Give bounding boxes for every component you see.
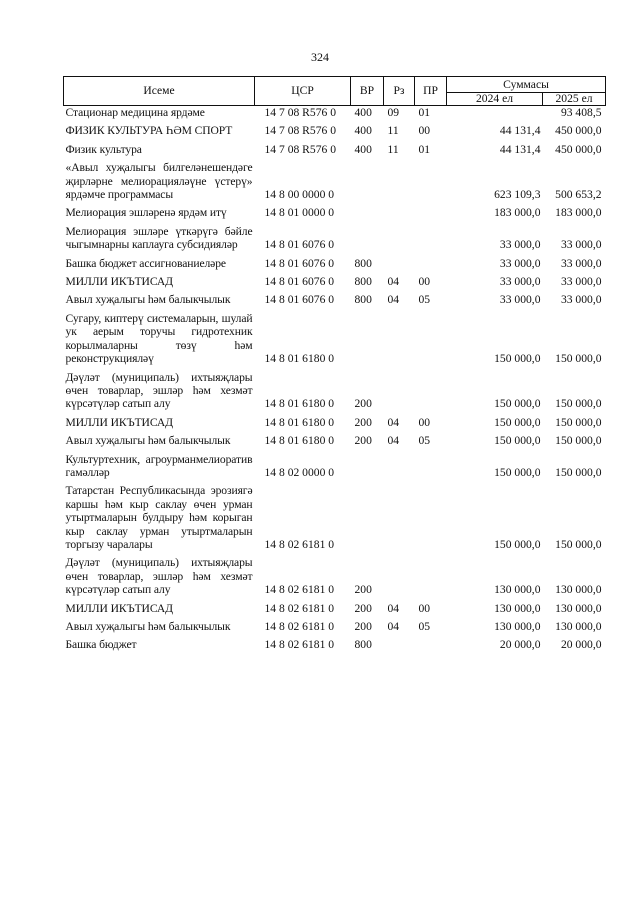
row-amount-2024: 150 000,0 [494, 415, 541, 429]
row-pr-code: 00 [418, 275, 431, 289]
row-pr-code [415, 220, 447, 252]
row-amount-2025: 500 653,2 [555, 188, 602, 202]
row-vr-code: 200 [354, 434, 372, 448]
row-csr-code: 14 8 02 6181 0 [264, 601, 335, 615]
row-amount-2024: 150 000,0 [494, 352, 541, 366]
row-vr-code [351, 448, 384, 480]
row-amount-2025: 150 000,0 [555, 397, 602, 411]
row-vr-code: 200 [354, 601, 372, 615]
table-row [64, 615, 606, 633]
row-pr-code: 05 [418, 434, 431, 448]
table-row [64, 307, 606, 366]
row-rz-code [384, 551, 415, 596]
row-amount-2025: 130 000,0 [555, 601, 602, 615]
header-vr: ВР [351, 77, 384, 106]
table-row [64, 448, 606, 480]
row-vr-code: 200 [354, 415, 372, 429]
row-pr-code: 00 [418, 601, 431, 615]
row-amount-2024: 183 000,0 [494, 206, 541, 220]
row-amount-2025: 130 000,0 [555, 620, 602, 633]
row-name: Культуртехник, агроурманмелиоратив гамәлләр [65, 452, 253, 479]
row-name: Мелиорация эшләре үткәрүгә бәйле чыгымнарны каплауга субсидияләр [65, 224, 253, 252]
row-rz-code: 04 [387, 434, 400, 448]
row-amount-2024: 33 000,0 [499, 293, 541, 307]
row-amount-2025: 450 000,0 [555, 142, 602, 156]
row-amount-2024: 33 000,0 [499, 275, 541, 289]
row-rz-code: 04 [387, 620, 400, 633]
row-vr-code [351, 156, 384, 201]
row-name: Мелиорация эшләренә ярдәм итү [65, 206, 227, 220]
row-rz-code: 04 [387, 415, 400, 429]
row-name: Физик культура [65, 142, 142, 156]
row-rz-code [384, 307, 415, 366]
row-csr-code: 14 7 08 R576 0 [264, 106, 336, 119]
row-amount-2024: 130 000,0 [494, 620, 541, 633]
row-csr-code: 14 8 02 0000 0 [264, 465, 335, 479]
row-pr-code: 00 [418, 124, 431, 138]
row-csr-code: 14 7 08 R576 0 [264, 142, 336, 156]
row-amount-2024: 150 000,0 [494, 537, 541, 551]
row-pr-code: 05 [418, 293, 431, 307]
row-vr-code: 200 [354, 397, 372, 411]
table-row [64, 288, 606, 306]
table-header [64, 77, 606, 106]
row-name: Башка бюджет ассигнованиеләре [65, 256, 226, 270]
row-rz-code [384, 252, 415, 270]
row-amount-2025: 93 408,5 [560, 106, 602, 119]
row-rz-code: 11 [387, 124, 399, 138]
row-amount-2025: 33 000,0 [560, 293, 602, 307]
row-name: МИЛЛИ ИКЪТИСАД [65, 601, 173, 615]
table-row [64, 119, 606, 137]
table-row [64, 366, 606, 411]
row-rz-code [384, 448, 415, 480]
row-amount-2024: 150 000,0 [494, 465, 541, 479]
table-row [64, 220, 606, 252]
row-rz-code: 04 [387, 275, 400, 289]
row-amount-2025: 20 000,0 [560, 638, 602, 652]
table-row [64, 597, 606, 615]
row-name: Авыл хуҗалыгы һәм балыкчылык [65, 434, 231, 448]
row-csr-code: 14 8 01 6076 0 [264, 238, 335, 252]
header-csr: ЦСР [255, 77, 351, 106]
row-vr-code [351, 201, 384, 219]
row-csr-code: 14 8 01 6180 0 [264, 434, 335, 448]
row-amount-2025: 130 000,0 [555, 583, 602, 597]
row-name: Татарстан Республикасында эрозиягә каршы һәм кыр саклау өчен урман утыртмаларын булдыру һәм корыган кыр саклау урман утыртмаларын торгызу чаралары [65, 484, 253, 551]
row-pr-code [415, 551, 447, 596]
row-amount-2024: 130 000,0 [494, 601, 541, 615]
row-amount-2024: 150 000,0 [494, 434, 541, 448]
row-amount-2024: 150 000,0 [494, 397, 541, 411]
row-amount-2024: 44 131,4 [499, 124, 541, 138]
row-vr-code: 800 [354, 256, 372, 270]
row-amount-2024: 623 109,3 [494, 188, 541, 202]
row-csr-code: 14 8 01 6076 0 [264, 293, 335, 307]
row-pr-code: 01 [418, 142, 431, 156]
row-amount-2025: 33 000,0 [560, 238, 602, 252]
table-row [64, 270, 606, 288]
row-rz-code: 04 [387, 601, 400, 615]
row-vr-code: 400 [354, 142, 372, 156]
budget-table [63, 76, 606, 652]
row-amount-2025: 450 000,0 [555, 124, 602, 138]
row-csr-code: 14 8 00 0000 0 [264, 188, 335, 202]
row-pr-code [415, 479, 447, 551]
header-pr: ПР [415, 77, 447, 106]
page-number: 324 [311, 50, 329, 64]
row-vr-code: 400 [354, 106, 372, 119]
row-vr-code: 800 [354, 275, 372, 289]
row-rz-code [384, 156, 415, 201]
table-row [64, 633, 606, 651]
row-name: Сугару, киптерү системаларын, шулай ук аерым торучы гидротехник корылмаларны төзү һәм реконструкцияләү [65, 311, 253, 366]
row-vr-code: 200 [354, 620, 372, 633]
row-vr-code [351, 220, 384, 252]
row-name: Стационар медицина ярдәме [65, 106, 205, 119]
row-pr-code: 00 [418, 415, 431, 429]
table-row [64, 551, 606, 596]
row-vr-code [351, 479, 384, 551]
row-pr-code [415, 633, 447, 651]
row-name: Авыл хуҗалыгы һәм балыкчылык [65, 293, 231, 307]
row-rz-code [384, 633, 415, 651]
row-rz-code [384, 479, 415, 551]
row-csr-code: 14 8 02 6181 0 [264, 620, 335, 633]
table-body [64, 106, 606, 652]
row-amount-2025: 183 000,0 [555, 206, 602, 220]
row-pr-code: 01 [418, 106, 431, 119]
row-csr-code: 14 8 01 6180 0 [264, 415, 335, 429]
row-csr-code: 14 8 01 6180 0 [264, 397, 335, 411]
row-rz-code: 09 [387, 106, 400, 119]
table-row [64, 429, 606, 447]
row-csr-code: 14 8 01 0000 0 [264, 206, 335, 220]
row-pr-code [415, 307, 447, 366]
row-amount-2024 [447, 106, 543, 120]
table-row [64, 411, 606, 429]
row-rz-code [384, 366, 415, 411]
row-name: Авыл хуҗалыгы һәм балыкчылык [65, 620, 231, 633]
row-amount-2025: 150 000,0 [555, 434, 602, 448]
row-pr-code [415, 448, 447, 480]
row-amount-2024: 33 000,0 [499, 256, 541, 270]
header-rz: Рз [384, 77, 415, 106]
row-vr-code: 800 [354, 293, 372, 307]
row-csr-code: 14 8 01 6076 0 [264, 275, 335, 289]
table-row [64, 252, 606, 270]
row-amount-2024: 130 000,0 [494, 583, 541, 597]
row-amount-2025: 150 000,0 [555, 465, 602, 479]
row-name: «Авыл хуҗалыгы билгеләнешендәге җирләрне мелиорацияләүне үстерү» ярдәмче программасы [65, 161, 253, 202]
row-pr-code: 05 [418, 620, 431, 633]
row-amount-2025: 33 000,0 [560, 275, 602, 289]
row-csr-code: 14 8 02 6181 0 [264, 638, 335, 652]
header-year-2024: 2024 ел [447, 93, 543, 106]
row-amount-2024: 33 000,0 [499, 238, 541, 252]
row-amount-2025: 33 000,0 [560, 256, 602, 270]
row-pr-code [415, 156, 447, 201]
row-rz-code: 04 [387, 293, 400, 307]
row-csr-code: 14 8 01 6180 0 [264, 352, 335, 366]
row-name: МИЛЛИ ИКЪТИСАД [65, 275, 173, 289]
row-pr-code [415, 201, 447, 219]
row-vr-code: 200 [354, 583, 372, 597]
row-rz-code [384, 201, 415, 219]
table-row [64, 156, 606, 201]
row-vr-code: 800 [354, 638, 372, 652]
row-csr-code: 14 8 01 6076 0 [264, 256, 335, 270]
row-name: Башка бюджет [65, 638, 137, 652]
row-amount-2025: 150 000,0 [555, 537, 602, 551]
header-year-2025: 2025 ел [543, 93, 606, 106]
row-pr-code [415, 252, 447, 270]
row-name: МИЛЛИ ИКЪТИСАД [65, 415, 173, 429]
header-sums: Суммасы [447, 77, 606, 93]
row-rz-code [384, 220, 415, 252]
row-amount-2025: 150 000,0 [555, 415, 602, 429]
table-row [64, 106, 606, 120]
row-rz-code: 11 [387, 142, 399, 156]
table-row [64, 201, 606, 219]
row-name: Дәүләт (муниципаль) ихтыяҗлары өчен товарлар, эшләр һәм хезмәт күрсәтүләр сатып алу [65, 370, 253, 411]
table-row [64, 138, 606, 156]
row-csr-code: 14 8 02 6181 0 [264, 537, 335, 551]
row-name: Дәүләт (муниципаль) ихтыяҗлары өчен товарлар, эшләр һәм хезмәт күрсәтүләр сатып алу [65, 556, 253, 597]
row-amount-2024: 20 000,0 [499, 638, 541, 652]
row-vr-code [351, 307, 384, 366]
row-amount-2025: 150 000,0 [555, 352, 602, 366]
table-row [64, 479, 606, 551]
row-csr-code: 14 8 02 6181 0 [264, 583, 335, 597]
row-pr-code [415, 366, 447, 411]
row-name: ФИЗИК КУЛЬТУРА ҺӘМ СПОРТ [65, 124, 233, 138]
row-vr-code: 400 [354, 124, 372, 138]
row-csr-code: 14 7 08 R576 0 [264, 124, 336, 138]
row-amount-2024: 44 131,4 [499, 142, 541, 156]
header-name: Исеме [64, 77, 255, 106]
